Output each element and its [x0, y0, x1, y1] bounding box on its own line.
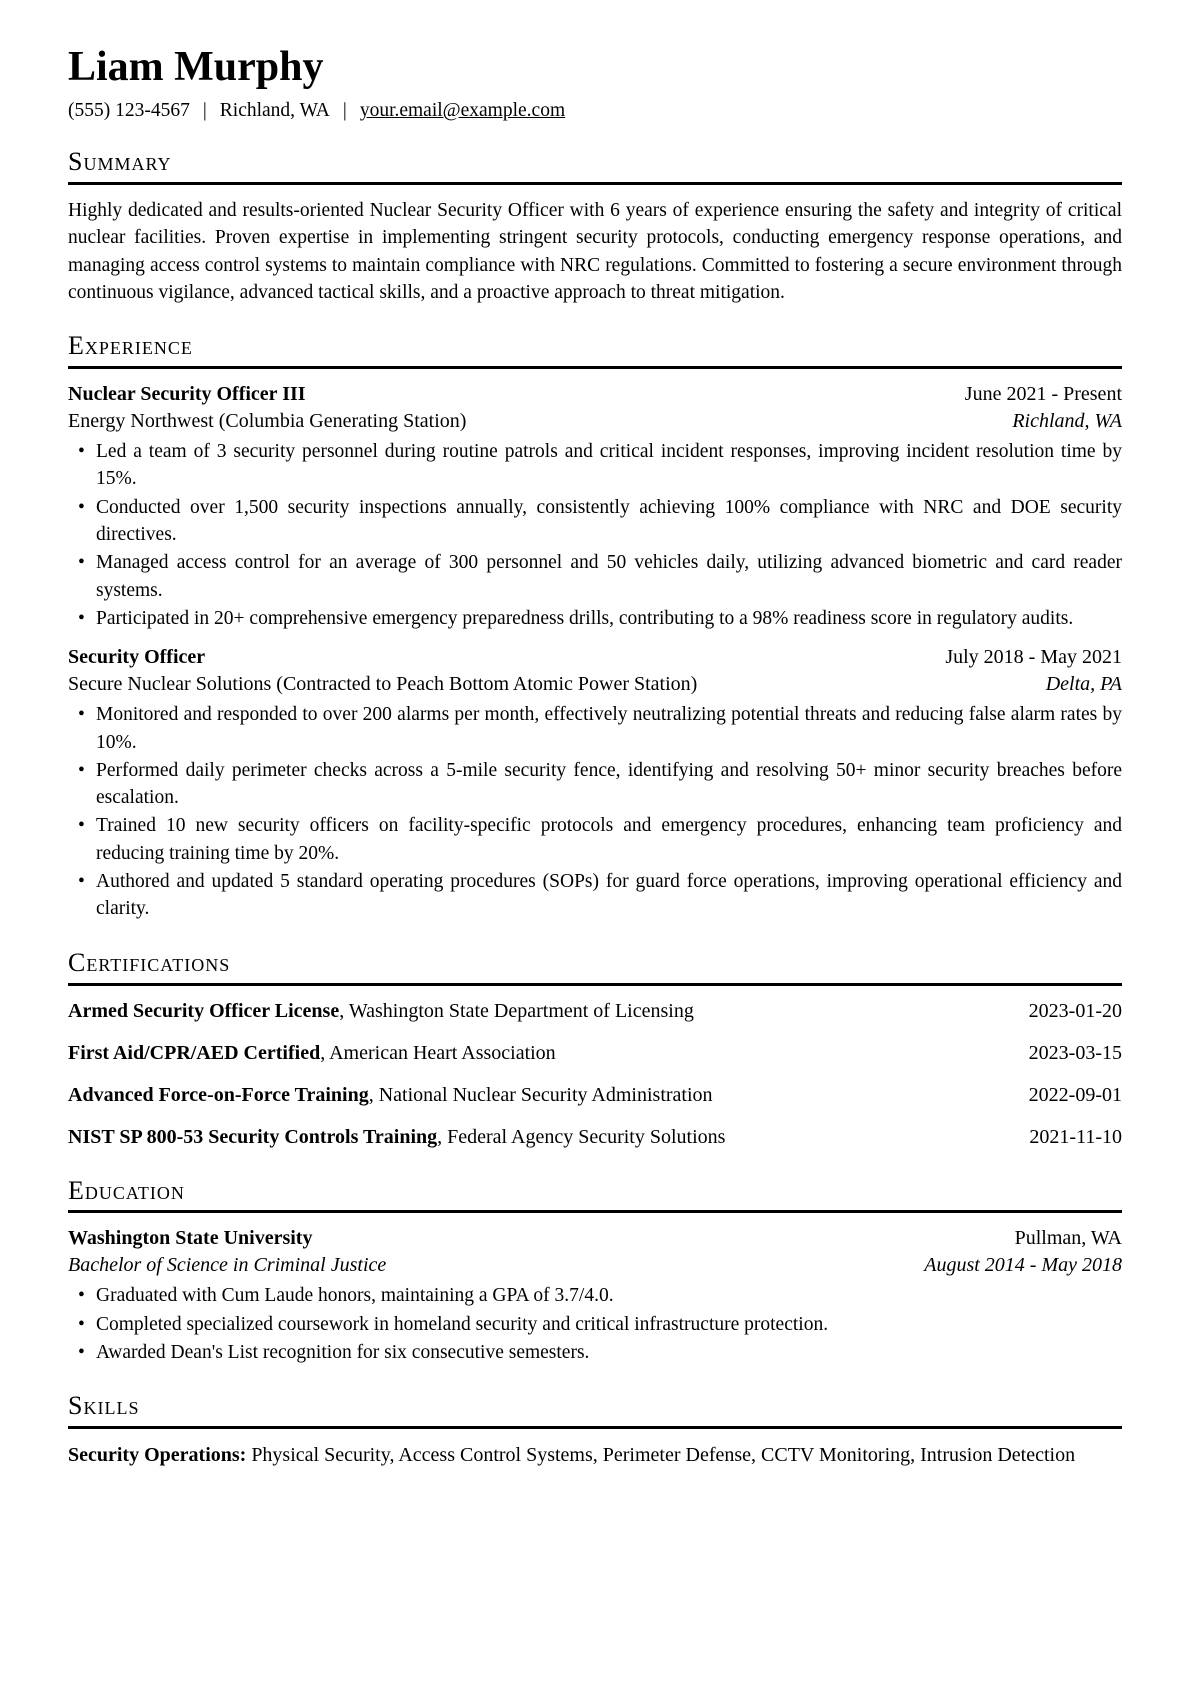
education-bullet: • Awarded Dean's List recognition for six consecutive semesters.	[96, 1339, 1122, 1366]
resume-header	[68, 44, 1122, 122]
certification-date: 2021-11-10	[1029, 1125, 1122, 1148]
certification-label	[68, 1124, 725, 1151]
certification-name: Advanced Force-on-Force Training	[68, 1083, 369, 1106]
section-rule	[68, 983, 1122, 986]
skills-heading: Skills	[68, 1391, 140, 1421]
job-bullet: • Trained 10 new security officers on facility-specific protocols and emergency procedures, enhancing team proficiency and reducing training time by 20%.	[96, 812, 1122, 867]
certification-separator: ,	[320, 1041, 330, 1064]
job-bullet-list	[68, 701, 1122, 922]
contact-separator: |	[202, 100, 207, 122]
certifications-heading: Certifications	[68, 947, 231, 977]
contact-location: Richland, WA	[219, 100, 330, 122]
education-bullet: • Completed specialized coursework in homeland security and critical infrastructure protection.	[96, 1311, 1122, 1338]
skills-category: Security Operations:	[68, 1444, 247, 1467]
certification-name: Armed Security Officer License	[68, 999, 340, 1022]
certification-date: 2022-09-01	[1028, 1083, 1122, 1106]
certification-issuer: American Heart Association	[329, 1041, 556, 1064]
certification-separator: ,	[437, 1125, 448, 1148]
job-bullet: • Authored and updated 5 standard operating procedures (SOPs) for guard force operations, improving operational efficiency and clarity.	[96, 868, 1122, 923]
certification-name: NIST SP 800-53 Security Controls Training	[68, 1125, 438, 1148]
job-title-row	[68, 644, 1122, 671]
email-link[interactable]: your.email@example.com	[359, 100, 566, 122]
education-school: Washington State University	[68, 1227, 313, 1250]
job-role: Security Officer	[68, 646, 206, 669]
job-bullet: • Led a team of 3 security personnel during routine patrols and critical incident responses, improving incident resolution time by 15%.	[96, 438, 1122, 493]
education-school-row	[68, 1225, 1122, 1252]
certification-issuer: Washington State Department of Licensing	[348, 999, 694, 1022]
job-company-row	[68, 671, 1122, 698]
certification-row	[68, 1082, 1122, 1109]
contact-line	[68, 100, 1122, 122]
phone-number: (555) 123-4567	[68, 100, 190, 122]
education-bullet-list	[68, 1282, 1122, 1366]
certification-issuer: National Nuclear Security Administration	[378, 1083, 713, 1106]
skills-list: Physical Security, Access Control Systems, Perimeter Defense, CCTV Monitoring, Intrusion Detection	[251, 1444, 1076, 1467]
section-summary	[68, 147, 1122, 306]
education-dates: August 2014 - May 2018	[924, 1254, 1122, 1277]
job-bullet: • Conducted over 1,500 security inspections annually, consistently achieving 100% compliance with NRC and DOE security directives.	[96, 494, 1122, 549]
education-degree: Bachelor of Science in Criminal Justice	[68, 1254, 387, 1277]
certification-issuer: Federal Agency Security Solutions	[447, 1125, 726, 1148]
certification-label	[68, 1082, 713, 1109]
job-dates: June 2021 - Present	[964, 383, 1122, 406]
section-rule	[68, 366, 1122, 369]
certification-date: 2023-03-15	[1028, 1041, 1122, 1064]
section-education	[68, 1176, 1122, 1367]
certification-row	[68, 998, 1122, 1025]
certification-row	[68, 1124, 1122, 1151]
section-certifications	[68, 948, 1122, 1151]
section-experience	[68, 331, 1122, 922]
certification-row	[68, 1040, 1122, 1067]
education-degree-row	[68, 1252, 1122, 1279]
resume-page	[68, 0, 1122, 1469]
certification-label	[68, 1040, 556, 1067]
skills-line	[68, 1441, 1122, 1469]
certification-date: 2023-01-20	[1028, 999, 1122, 1022]
job-bullet: • Managed access control for an average of 300 personnel and 50 vehicles daily, utilizing advanced biometric and card reader systems.	[96, 549, 1122, 604]
person-name: Liam Murphy	[68, 44, 324, 90]
certification-separator: ,	[368, 1083, 379, 1106]
summary-text: Highly dedicated and results-oriented Nuclear Security Officer with 6 years of experience ensuring the safety and integrity of critical nuclear facilities. Proven expertise in implementing stringent security protocols, conducting emergency response operations, and managing access control systems to maintain compliance with NRC regulations. Committed to fostering a secure environment through continuous vigilance, advanced tactical skills, and a proactive approach to threat mitigation.	[68, 200, 1122, 303]
experience-heading: Experience	[68, 331, 193, 361]
section-rule	[68, 182, 1122, 185]
job-title-row	[68, 381, 1122, 408]
job-location: Delta, PA	[1045, 673, 1122, 696]
job-location: Richland, WA	[1012, 410, 1122, 433]
job-bullet-list	[68, 438, 1122, 632]
job-company: Secure Nuclear Solutions (Contracted to Peach Bottom Atomic Power Station)	[68, 673, 698, 696]
job-dates: July 2018 - May 2021	[945, 646, 1122, 669]
summary-heading: Summary	[68, 147, 172, 177]
job-role: Nuclear Security Officer III	[68, 383, 306, 406]
job-entry	[68, 381, 1122, 632]
job-bullet: • Participated in 20+ comprehensive emergency preparedness drills, contributing to a 98% readiness score in regulatory audits.	[96, 605, 1122, 632]
certification-separator: ,	[339, 999, 349, 1022]
section-rule	[68, 1210, 1122, 1213]
job-company-row	[68, 408, 1122, 435]
certification-label	[68, 998, 694, 1025]
education-bullet: • Graduated with Cum Laude honors, maintaining a GPA of 3.7/4.0.	[96, 1282, 1122, 1309]
education-heading: Education	[68, 1175, 185, 1205]
job-bullet: • Monitored and responded to over 200 alarms per month, effectively neutralizing potential threats and reducing false alarm rates by 10%.	[96, 701, 1122, 756]
job-entry	[68, 644, 1122, 922]
job-company: Energy Northwest (Columbia Generating Station)	[68, 410, 467, 433]
section-skills	[68, 1391, 1122, 1469]
job-bullet: • Performed daily perimeter checks across a 5-mile security fence, identifying and resolving 50+ minor security breaches before escalation.	[96, 757, 1122, 812]
section-rule	[68, 1426, 1122, 1429]
certification-name: First Aid/CPR/AED Certified	[68, 1041, 321, 1064]
education-location: Pullman, WA	[1014, 1227, 1122, 1250]
contact-separator: |	[342, 100, 347, 122]
